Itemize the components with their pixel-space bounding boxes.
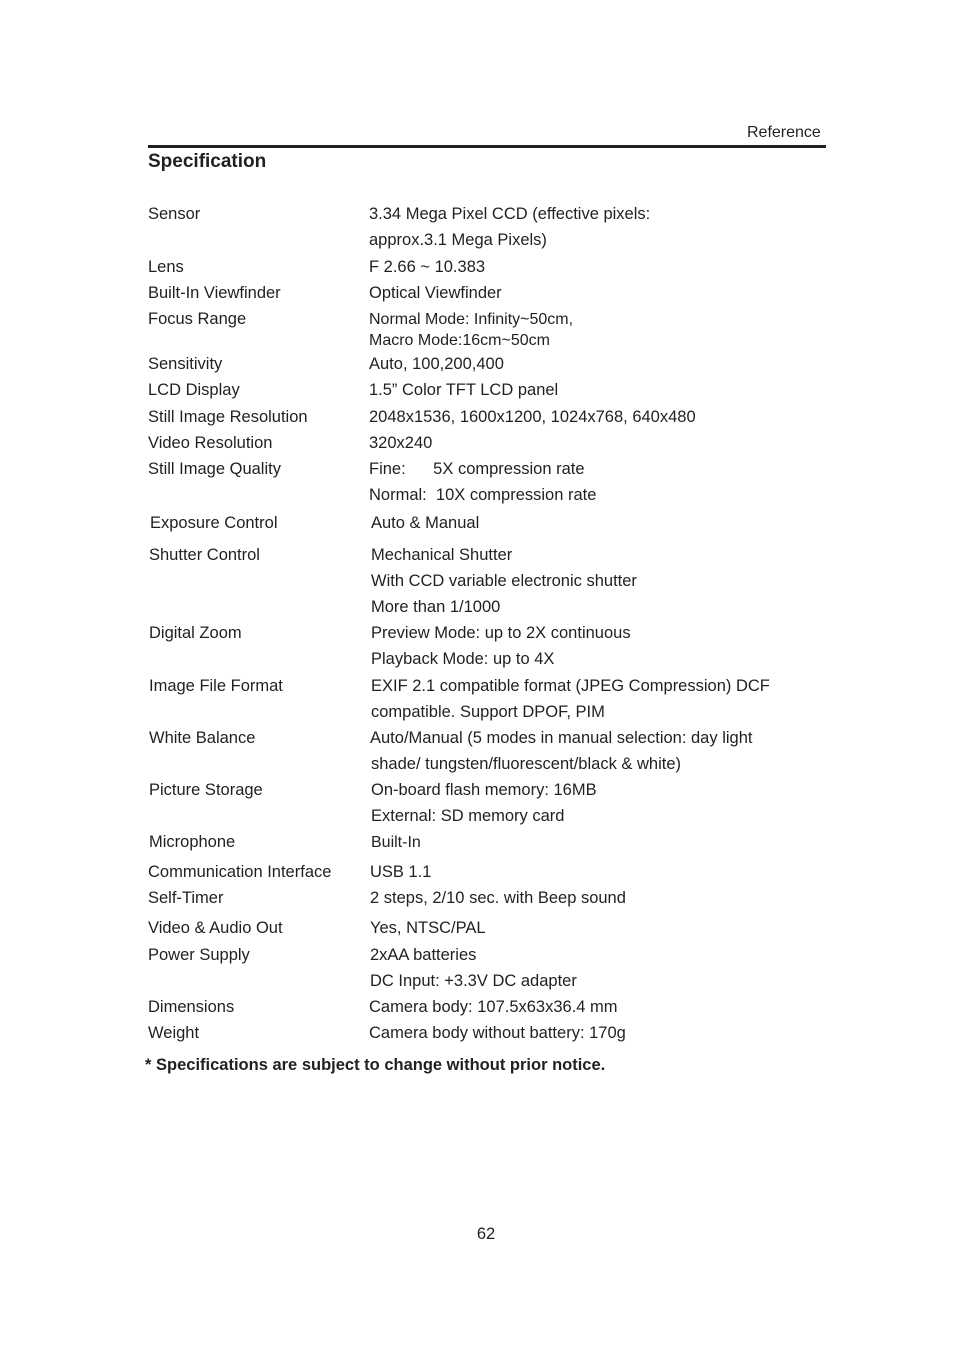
spec-label-dimensions: Dimensions <box>148 998 235 1016</box>
spec-value-shutter-1: Mechanical Shutter <box>371 546 513 564</box>
spec-value-sensor-1: 3.34 Mega Pixel CCD (effective pixels: <box>369 205 651 223</box>
spec-value-file-format-1: EXIF 2.1 compatible format (JPEG Compression) DCF <box>371 677 770 695</box>
spec-value-dimensions: Camera body: 107.5x63x36.4 mm <box>369 998 618 1016</box>
spec-value-sensor-2: approx.3.1 Mega Pixels) <box>369 231 547 249</box>
spec-label-sensor: Sensor <box>148 205 201 223</box>
spec-label-video-res: Video Resolution <box>148 434 273 452</box>
spec-value-zoom-1: Preview Mode: up to 2X continuous <box>371 624 631 642</box>
spec-label-focus: Focus Range <box>148 310 247 328</box>
spec-value-exposure: Auto & Manual <box>371 514 480 532</box>
spec-value-white-balance-1: Auto/Manual (5 modes in manual selection: day light <box>370 729 753 747</box>
spec-label-sensitivity: Sensitivity <box>148 355 223 373</box>
spec-label-lens: Lens <box>148 258 184 276</box>
spec-label-av-out: Video & Audio Out <box>148 919 283 937</box>
spec-value-video-res: 320x240 <box>369 434 433 452</box>
spec-value-focus-2: Macro Mode:16cm~50cm <box>369 332 550 349</box>
spec-value-lcd: 1.5” Color TFT LCD panel <box>369 381 559 399</box>
spec-value-microphone: Built-In <box>371 834 421 851</box>
spec-value-still-res: 2048x1536, 1600x1200, 1024x768, 640x480 <box>369 408 696 426</box>
spec-label-still-res: Still Image Resolution <box>148 408 308 426</box>
spec-value-shutter-2: With CCD variable electronic shutter <box>371 572 637 590</box>
spec-value-zoom-2: Playback Mode: up to 4X <box>371 650 555 668</box>
spec-value-timer: 2 steps, 2/10 sec. with Beep sound <box>370 889 626 907</box>
header-rule <box>148 145 826 148</box>
spec-label-storage: Picture Storage <box>149 781 263 799</box>
spec-value-focus-1: Normal Mode: Infinity~50cm, <box>369 311 574 328</box>
spec-label-quality: Still Image Quality <box>148 460 281 478</box>
spec-value-lens: F 2.66 ~ 10.383 <box>369 258 486 276</box>
spec-value-storage-2: External: SD memory card <box>371 807 565 825</box>
spec-value-power-1: 2xAA batteries <box>370 946 477 964</box>
spec-value-interface: USB 1.1 <box>370 863 432 881</box>
spec-label-power: Power Supply <box>148 946 250 964</box>
spec-value-file-format-2: compatible. Support DPOF, PIM <box>371 703 605 721</box>
page-title: Specification <box>148 151 267 172</box>
spec-label-white-balance: White Balance <box>149 729 256 747</box>
spec-label-exposure: Exposure Control <box>150 514 278 532</box>
spec-value-weight: Camera body without battery: 170g <box>369 1024 626 1042</box>
spec-value-white-balance-2: shade/ tungsten/fluorescent/black & white) <box>371 755 682 773</box>
spec-value-sensitivity: Auto, 100,200,400 <box>369 355 504 373</box>
spec-label-lcd: LCD Display <box>148 381 240 399</box>
spec-value-shutter-3: More than 1/1000 <box>371 598 501 616</box>
page-number: 62 <box>476 1225 496 1243</box>
spec-label-interface: Communication Interface <box>148 863 332 881</box>
spec-label-zoom: Digital Zoom <box>149 624 242 642</box>
spec-value-av-out: Yes, NTSC/PAL <box>370 919 486 937</box>
spec-label-viewfinder: Built-In Viewfinder <box>148 284 281 302</box>
footnote: * Specifications are subject to change without prior notice. <box>145 1056 606 1074</box>
spec-label-file-format: Image File Format <box>149 677 283 695</box>
spec-label-weight: Weight <box>148 1024 200 1042</box>
spec-label-shutter: Shutter Control <box>149 546 260 564</box>
spec-value-power-2: DC Input: +3.3V DC adapter <box>370 972 577 990</box>
spec-value-quality-2: Normal: 10X compression rate <box>369 486 597 504</box>
spec-value-quality-1: Fine: 5X compression rate <box>369 460 585 478</box>
spec-value-viewfinder: Optical Viewfinder <box>369 284 502 302</box>
spec-value-storage-1: On-board flash memory: 16MB <box>371 781 597 799</box>
section-label: Reference <box>747 124 821 141</box>
spec-label-timer: Self-Timer <box>148 889 224 907</box>
spec-label-microphone: Microphone <box>149 833 236 851</box>
